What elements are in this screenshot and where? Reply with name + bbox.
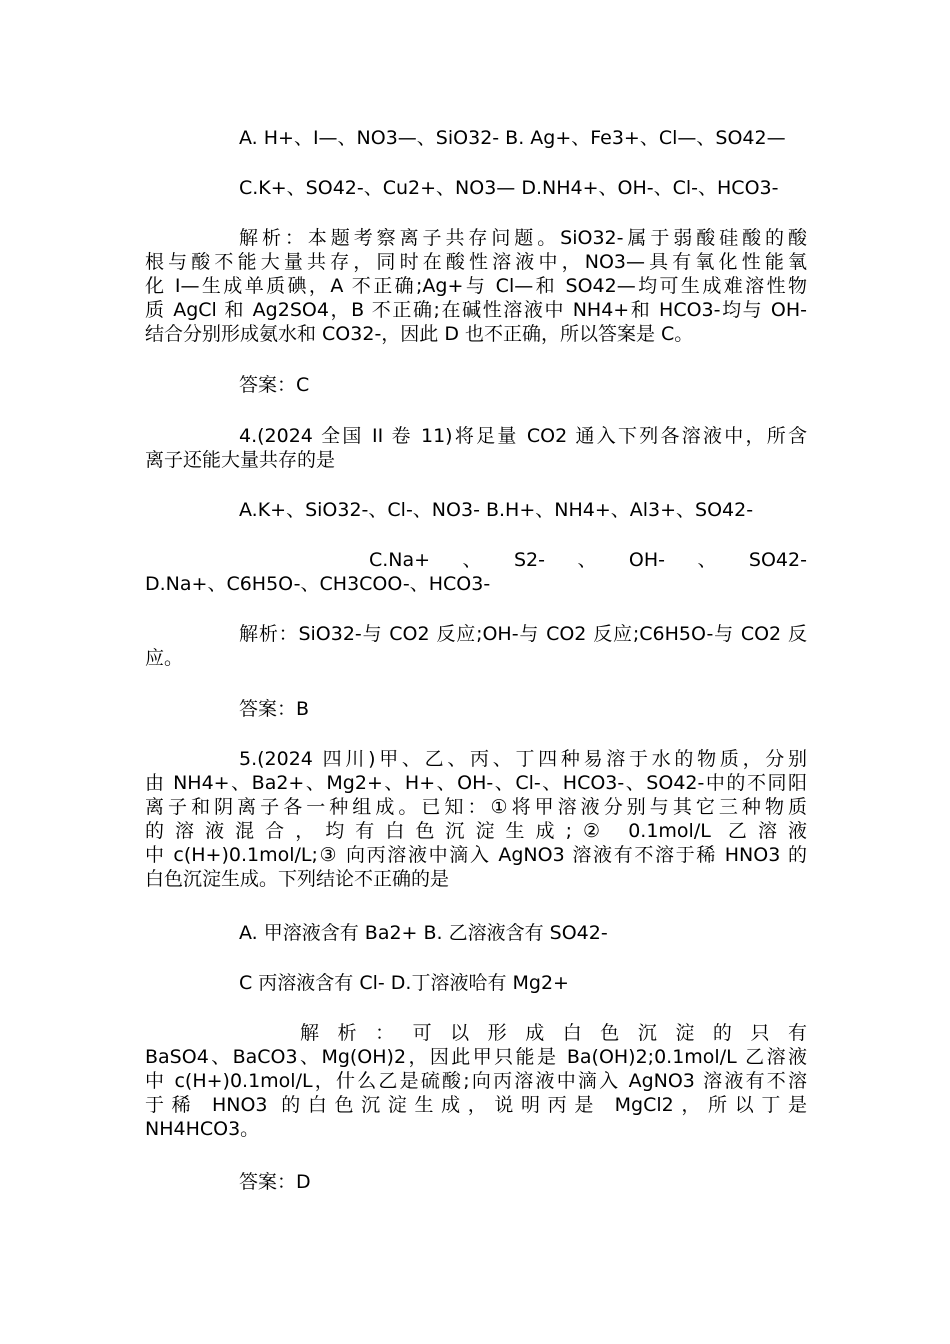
q4-analysis-line-2: 应。 bbox=[145, 647, 184, 669]
q5-stem-line-6: 白色沉淀生成。下列结论不正确的是 bbox=[145, 868, 450, 890]
q3-analysis-line-4: 质 AgCl 和 Ag2SO4，B 不正确;在碱性溶液中 NH4+和 HCO3-均与 OH- bbox=[145, 299, 807, 321]
q4-stem-line-2: 离子还能大量共存的是 bbox=[145, 449, 336, 471]
q4-option-c-part: 、 bbox=[577, 549, 597, 571]
q4-option-c-part: C.Na+ bbox=[369, 549, 431, 571]
q4-answer: 答案：B bbox=[239, 698, 310, 720]
q4-option-c bbox=[145, 548, 807, 572]
q5-stem-line-3: 离子和阴离子各一种组成。已知：①将甲溶液分别与其它三种物质 bbox=[145, 796, 807, 818]
q3-analysis-line-3: 化 I—生成单质碘，A 不正确;Ag+与 Cl—和 SO42—均可生成难溶性物 bbox=[145, 275, 807, 297]
q4-option-c-part: S2- bbox=[513, 549, 545, 571]
q5-analysis-line-2: BaSO4、BaCO3、Mg(OH)2，因此甲只能是 Ba(OH)2;0.1mol/L 乙溶液 bbox=[145, 1046, 807, 1068]
q5-analysis-line-4: 于稀 HNO3 的白色沉淀生成，说明丙是 MgCl2，所以丁是 bbox=[145, 1094, 807, 1116]
q4-options-ab: A.K+、SiO32-、Cl-、NO3- B.H+、NH4+、Al3+、SO42- bbox=[239, 499, 754, 521]
q5-stem-line-5: 中 c(H+)0.1mol/L;③ 向丙溶液中滴入 AgNO3 溶液有不溶于稀 HNO3 的 bbox=[145, 844, 807, 866]
q4-stem-line-1: 4.(2024 全国 II 卷 11)将足量 CO2 通入下列各溶液中，所含 bbox=[239, 425, 807, 447]
document-page bbox=[145, 0, 807, 1344]
q4-option-c-part: OH- bbox=[628, 549, 665, 571]
q5-analysis-line-5: NH4HCO3。 bbox=[145, 1118, 260, 1140]
q5-answer: 答案：D bbox=[239, 1171, 311, 1193]
q4-option-c-part: 、 bbox=[697, 549, 717, 571]
q5-stem-line-2: 由 NH4+、Ba2+、Mg2+、H+、OH-、Cl-、HCO3-、SO42-中的不同阳 bbox=[145, 772, 807, 794]
q5-options-cd: C 丙溶液含有 Cl- D.丁溶液哈有 Mg2+ bbox=[239, 972, 569, 994]
q5-stem-line-1: 5.(2024 四川)甲、乙、丙、丁四种易溶于水的物质，分别 bbox=[239, 748, 807, 770]
q5-analysis-line-1: 解析：可以形成白色沉淀的只有 bbox=[300, 1022, 807, 1044]
q4-analysis-line-1: 解析：SiO32-与 CO2 反应;OH-与 CO2 反应;C6H5O-与 CO2 反 bbox=[239, 623, 807, 645]
q3-analysis-line-1: 解析：本题考察离子共存问题。SiO32-属于弱酸硅酸的酸 bbox=[239, 227, 807, 249]
q4-option-c-part: 、 bbox=[462, 549, 482, 571]
q5-stem-line-4: 的溶液混合，均有白色沉淀生成;② 0.1mol/L 乙溶液 bbox=[145, 820, 807, 842]
q5-options-ab: A. 甲溶液含有 Ba2+ B. 乙溶液含有 SO42- bbox=[239, 922, 608, 944]
q4-option-c-part: SO42- bbox=[748, 549, 807, 571]
q3-answer: 答案：C bbox=[239, 374, 310, 396]
q3-options-cd: C.K+、SO42-、Cu2+、NO3— D.NH4+、OH-、Cl-、HCO3- bbox=[239, 177, 779, 199]
q3-analysis-line-2: 根与酸不能大量共存，同时在酸性溶液中，NO3—具有氧化性能氧 bbox=[145, 251, 807, 273]
q4-option-d: D.Na+、C6H5O-、CH3COO-、HCO3- bbox=[145, 573, 491, 595]
q5-analysis-line-3: 中 c(H+)0.1mol/L，什么乙是硫酸;向丙溶液中滴入 AgNO3 溶液有不溶 bbox=[145, 1070, 807, 1092]
q3-options-ab: A. H+、I—、NO3—、SiO32- B. Ag+、Fe3+、Cl—、SO42— bbox=[239, 127, 786, 149]
q3-analysis-line-5: 结合分别形成氨水和 CO32-，因此 D 也不正确，所以答案是 C。 bbox=[145, 323, 694, 345]
